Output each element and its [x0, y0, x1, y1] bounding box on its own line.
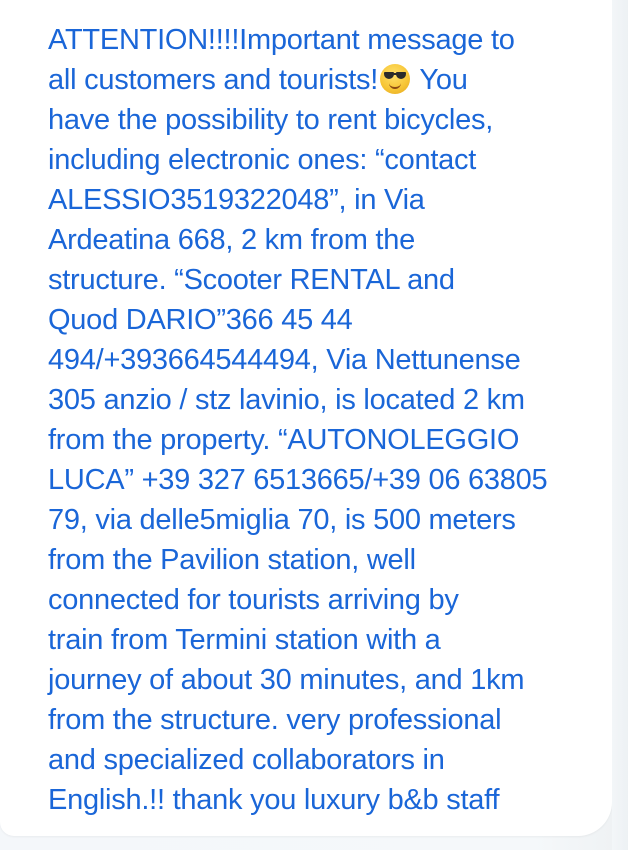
message-line-14: from the Pavilion station, well [48, 544, 416, 576]
message-line-18: from the structure. very professional [48, 704, 502, 736]
message-line-2 [48, 60, 608, 100]
message-line-3: have the possibility to rent bicycles, [48, 104, 494, 136]
message-text [48, 20, 608, 820]
message-line-11: from the property. “AUTONOLEGGIO [48, 424, 520, 456]
sunglasses-icon [384, 72, 406, 80]
message-line-4: including electronic ones: “contact [48, 144, 477, 176]
message-line-15: connected for tourists arriving by [48, 584, 459, 616]
message-line-7: structure. “Scooter RENTAL and [48, 264, 455, 296]
message-line-12: LUCA” +39 327 6513665/+39 06 63805 [48, 464, 548, 496]
message-line-13: 79, via delle5miglia 70, is 500 meters [48, 504, 516, 536]
message-line-1: ATTENTION!!!!Important message to [48, 24, 515, 56]
message-line-6: Ardeatina 668, 2 km from the [48, 224, 415, 256]
screen-right-edge [612, 0, 628, 850]
message-line-19: and specialized collaborators in [48, 744, 445, 776]
right-lens-icon [396, 72, 406, 79]
message-line-20: English.!! thank you luxury b&b staff [48, 784, 500, 816]
smiling-face-with-sunglasses-icon [380, 64, 410, 94]
message-line-16: train from Termini station with a [48, 624, 441, 656]
message-line-9: 494/+393664544494, Via Nettunense [48, 344, 521, 376]
message-line-2-text: all customers and tourists! [48, 64, 379, 96]
message-line-2-tail: You [412, 64, 468, 96]
message-line-5: ALESSIO3519322048”, in Via [48, 184, 425, 216]
message-line-8: Quod DARIO”366 45 44 [48, 304, 353, 336]
smile-icon [389, 81, 401, 89]
message-line-10: 305 anzio / stz lavinio, is located 2 km [48, 384, 525, 416]
message-line-17: journey of about 30 minutes, and 1km [48, 664, 525, 696]
